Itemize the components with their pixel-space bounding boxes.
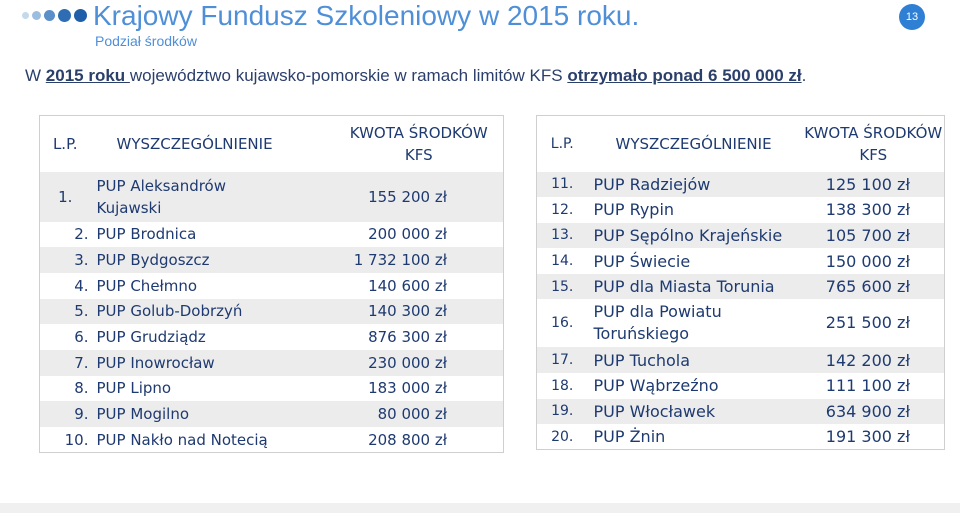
table-row [40, 427, 504, 453]
intro-year: 2015 roku [45, 66, 130, 85]
row-amount: 876 300 zł [368, 328, 447, 347]
header-amount-line: KFS [859, 145, 888, 164]
row-name-line: Toruńskiego [593, 324, 690, 344]
right-allocation-table [536, 115, 945, 450]
row-name: PUP Radziejów [588, 172, 803, 198]
row-name: PUP Lipno [96, 379, 172, 398]
table-row [40, 247, 504, 273]
page-subtitle: Podział środków [95, 33, 197, 49]
row-lp: 17. [537, 347, 588, 373]
table-row [537, 347, 945, 373]
row-name [588, 299, 803, 347]
row-lp: 20. [551, 428, 574, 445]
table-row [40, 222, 504, 248]
table-row [537, 399, 945, 425]
table-row [40, 172, 504, 222]
column-header-name: WYSZCZEGÓLNIENIE [116, 134, 273, 153]
row-lp: 6. [74, 328, 89, 347]
row-name: PUP Świecie [593, 251, 691, 271]
row-name: PUP Brodnica [96, 225, 197, 244]
page-number-badge: 13 [899, 4, 925, 30]
table-row [40, 401, 504, 427]
row-name: PUP Rypin [593, 200, 675, 220]
row-lp: 4. [74, 276, 89, 295]
table-header-row [40, 116, 504, 172]
table-header-row [537, 116, 945, 172]
row-amount: 200 000 zł [368, 225, 447, 244]
intro-amount: otrzymało ponad 6 500 000 zł [567, 66, 802, 85]
row-lp: 16. [551, 315, 574, 332]
table-row [40, 299, 504, 325]
row-lp: 13. [537, 223, 588, 249]
dot-icon [44, 10, 55, 21]
table-row [40, 324, 504, 350]
decorative-dots [22, 9, 87, 22]
dot-icon [58, 9, 71, 22]
row-lp: 5. [40, 299, 91, 325]
row-amount: 191 300 zł [825, 427, 910, 447]
row-lp: 15. [537, 274, 588, 300]
row-amount: 105 700 zł [803, 223, 945, 249]
row-lp: 3. [40, 247, 91, 273]
row-name: PUP Żnin [593, 427, 666, 447]
row-amount: 634 900 zł [803, 399, 945, 425]
row-name: PUP dla Miasta Torunia [588, 274, 803, 300]
row-amount: 125 100 zł [803, 172, 945, 198]
row-amount: 80 000 zł [335, 401, 504, 427]
row-amount: 208 800 zł [368, 430, 447, 449]
left-allocation-table [39, 115, 504, 453]
table-row [40, 273, 504, 299]
row-lp: 2. [74, 225, 89, 244]
row-name [91, 172, 335, 222]
page-title: Krajowy Fundusz Szkoleniowy w 2015 roku. [93, 0, 640, 31]
row-name: PUP Inowrocław [91, 350, 335, 376]
header-amount-line: KWOTA ŚRODKÓW [349, 123, 488, 142]
table-row [537, 248, 945, 274]
header-amount-line: KWOTA ŚRODKÓW [804, 123, 943, 142]
dot-icon [22, 12, 29, 19]
row-lp: 10. [64, 430, 89, 449]
intro-text [25, 66, 806, 86]
row-amount: 111 100 zł [825, 376, 910, 396]
table-row [537, 197, 945, 223]
intro-part: W [25, 66, 46, 85]
row-name: PUP Mogilno [91, 401, 335, 427]
row-amount: 140 300 zł [335, 299, 504, 325]
column-header-name: WYSZCZEGÓLNIENIE [615, 134, 772, 153]
row-amount: 765 600 zł [803, 274, 945, 300]
row-name-line: PUP Aleksandrów [96, 176, 226, 195]
row-name-line: PUP dla Powiatu [593, 302, 722, 322]
row-amount: 251 500 zł [825, 313, 910, 333]
table-row [40, 376, 504, 402]
row-lp: 19. [537, 399, 588, 425]
column-header-lp: L.P. [550, 135, 574, 152]
row-amount: 138 300 zł [825, 200, 910, 220]
row-name: PUP Golub-Dobrzyń [91, 299, 335, 325]
footer-bar [0, 503, 960, 513]
row-name: PUP Bydgoszcz [91, 247, 335, 273]
row-lp: 7. [40, 350, 91, 376]
table-row [537, 299, 945, 347]
row-lp: 18. [551, 377, 574, 394]
row-amount: 142 200 zł [803, 347, 945, 373]
row-lp: 14. [551, 253, 574, 270]
row-amount: 183 000 zł [368, 379, 447, 398]
table-row [537, 424, 945, 450]
table-row [537, 223, 945, 249]
row-amount: 155 200 zł [335, 172, 504, 222]
row-name: PUP Chełmno [96, 276, 198, 295]
table-row [537, 373, 945, 399]
row-amount: 230 000 zł [335, 350, 504, 376]
table-row [537, 172, 945, 198]
intro-part: województwo kujawsko-pomorskie w ramach limitów KFS [129, 66, 568, 85]
dot-icon [74, 9, 87, 22]
row-lp: 11. [537, 172, 588, 198]
row-name: PUP Tuchola [588, 347, 803, 373]
table-row [40, 350, 504, 376]
row-name: PUP Włocławek [588, 399, 803, 425]
row-amount: 1 732 100 zł [335, 247, 504, 273]
row-amount: 140 600 zł [368, 276, 447, 295]
row-name: PUP Nakło nad Notecią [96, 430, 268, 449]
column-header-lp: L.P. [52, 134, 78, 153]
column-header-amount [803, 116, 945, 172]
dot-icon [32, 11, 41, 20]
row-name: PUP Wąbrzeźno [593, 376, 719, 396]
row-name-line: Kujawski [96, 198, 162, 217]
row-lp: 9. [40, 401, 91, 427]
header-amount-line: KFS [404, 145, 433, 164]
row-lp: 1. [40, 172, 91, 222]
row-name: PUP Sępólno Krajeńskie [588, 223, 803, 249]
intro-part: . [801, 66, 807, 85]
row-name: PUP Grudziądz [96, 328, 206, 347]
row-lp: 12. [551, 201, 574, 218]
row-amount: 150 000 zł [825, 251, 910, 271]
row-lp: 8. [74, 379, 89, 398]
column-header-amount [335, 116, 504, 172]
table-row [537, 274, 945, 300]
